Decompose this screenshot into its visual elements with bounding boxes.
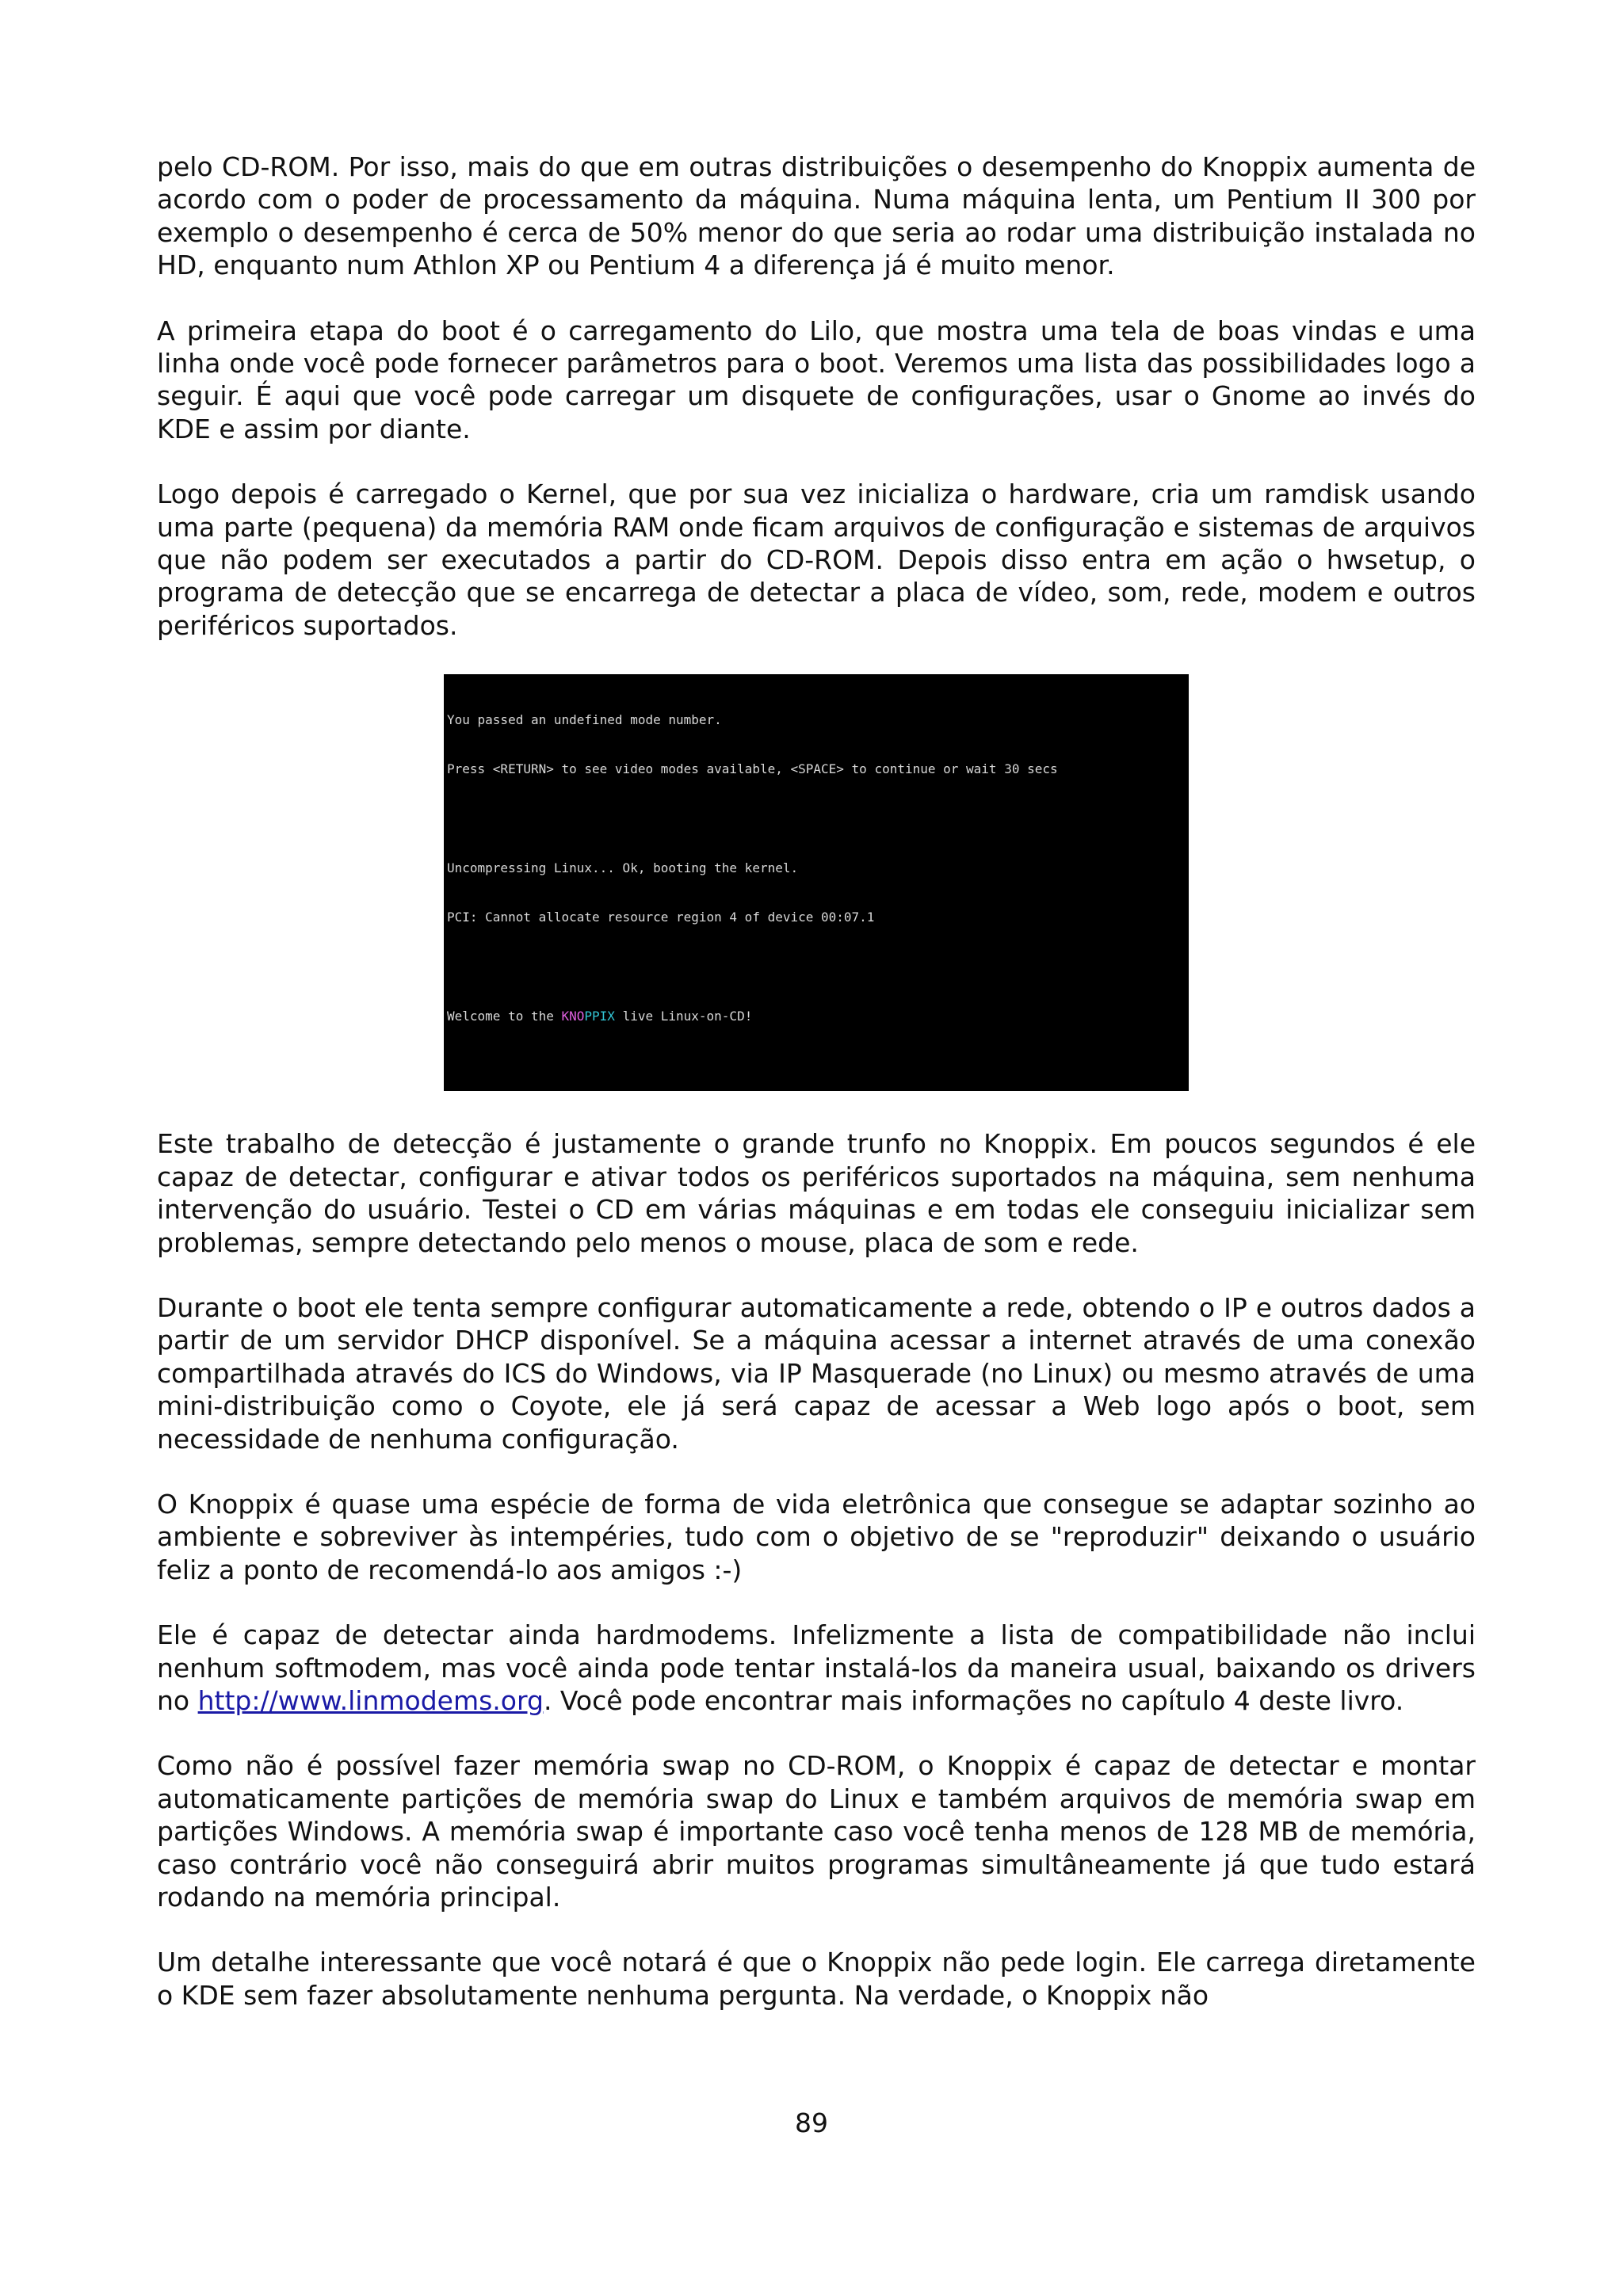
console-line: You passed an undefined mode number. bbox=[447, 711, 722, 727]
paragraph: pelo CD-ROM. Por isso, mais do que em outras distribuições o desempenho do Knoppix aumenta de acordo com o poder de processamento da máquina. Numa máquina lenta, um Pentium II 300 por exemplo o desempenho é cerca de 50% menor do que seria ao rodar uma distribuição instalada no HD, enquanto num Athlon XP ou Pentium 4 a diferença já é muito menor. bbox=[157, 151, 1476, 281]
console-text: PPIX bbox=[584, 1009, 615, 1024]
body-text bbox=[157, 151, 1476, 2044]
console-line-welcome bbox=[447, 1009, 1189, 1025]
paragraph: Um detalhe interessante que você notará é que o Knoppix não pede login. Ele carrega diretamente o KDE sem fazer absolutamente nenhuma pergunta. Na verdade, o Knoppix não bbox=[157, 1947, 1476, 2011]
linmodems-link[interactable]: http://www.linmodems.org bbox=[197, 1684, 544, 1716]
paragraph: Como não é possível fazer memória swap no CD-ROM, o Knoppix é capaz de detectar e montar automaticamente partições de memória swap do Linux e também arquivos de memória swap em partições Windows. A memória swap é importante caso você tenha menos de 128 MB de memória, caso contrário você não conseguirá abrir muitos programas simultâneamente já que tudo estará rodando na memória principal. bbox=[157, 1750, 1476, 1913]
paragraph-text: . Você pode encontrar mais informações no capítulo 4 deste livro. bbox=[543, 1684, 1404, 1716]
paragraph: A primeira etapa do boot é o carregamento do Lilo, que mostra uma tela de boas vindas e uma linha onde você pode fornecer parâmetros para o boot. Veremos uma lista das possibilidades logo a seguir. É aqui que você pode carregar um disquete de configurações, usar o Gnome ao invés do KDE e assim por diante. bbox=[157, 315, 1476, 444]
page-number: 89 bbox=[795, 2107, 828, 2138]
console-blank-line bbox=[447, 811, 1189, 828]
console-blank-line bbox=[447, 959, 1189, 976]
console-line: Press <RETURN> to see video modes available, <SPACE> to continue or wait 30 secs bbox=[447, 761, 1058, 777]
console-line: PCI: Cannot allocate resource region 4 of device 00:07.1 bbox=[447, 910, 875, 925]
paragraph-text: Ele é capaz de detectar ainda hardmodems. Infelizmente a lista de compatibilidade não inclui nenhum softmodem, mas você ainda pode tentar instalá-los da maneira usual, baixando os drivers no bbox=[157, 1619, 1476, 1716]
console-text: KNO bbox=[561, 1009, 585, 1024]
console-blank-line bbox=[447, 1058, 1189, 1075]
console-text: Welcome to the bbox=[447, 1009, 562, 1024]
console-line: Uncompressing Linux... Ok, booting the kernel. bbox=[447, 860, 799, 876]
boot-screenshot-figure bbox=[157, 674, 1476, 1094]
paragraph: Logo depois é carregado o Kernel, que por sua vez inicializa o hardware, cria um ramdisk usando uma parte (pequena) da memória RAM onde ficam arquivos de configuração e sistemas de arquivos que não podem ser executados a partir do CD-ROM. Depois disso entra em ação o hwsetup, o programa de detecção que se encarrega de detectar a placa de vídeo, som, rede, modem e outros periféricos suportados. bbox=[157, 479, 1476, 641]
paragraph: Durante o boot ele tenta sempre configurar automaticamente a rede, obtendo o IP e outros dados a partir de um servidor DHCP disponível. Se a máquina acessar a internet através de uma conexão compartilhada através do ICS do Windows, via IP Masquerade (no Linux) ou mesmo através de uma mini-distribuição como o Coyote, ele já será capaz de acessar a Web logo após o boot, sem necessidade de nenhuma configuração. bbox=[157, 1291, 1476, 1455]
paragraph-with-link bbox=[157, 1619, 1476, 1717]
paragraph: Este trabalho de detecção é justamente o grande trunfo no Knoppix. Em poucos segundos é ele capaz de detectar, configurar e ativar todos os periféricos suportados na máquina, sem nenhuma intervenção do usuário. Testei o CD em várias máquinas e em todas ele conseguiu inicializar sem problemas, sempre detectando pelo menos o mouse, placa de som e rede. bbox=[157, 1128, 1476, 1258]
paragraph: O Knoppix é quase uma espécie de forma de vida eletrônica que consegue se adaptar sozinho ao ambiente e sobreviver às intempéries, tudo com o objetivo de se "reproduzir" deixando o usuário feliz a ponto de recomendá-lo aos amigos :-) bbox=[157, 1488, 1476, 1585]
boot-console-screenshot bbox=[444, 674, 1189, 1091]
console-text: live Linux-on-CD! bbox=[614, 1009, 753, 1024]
